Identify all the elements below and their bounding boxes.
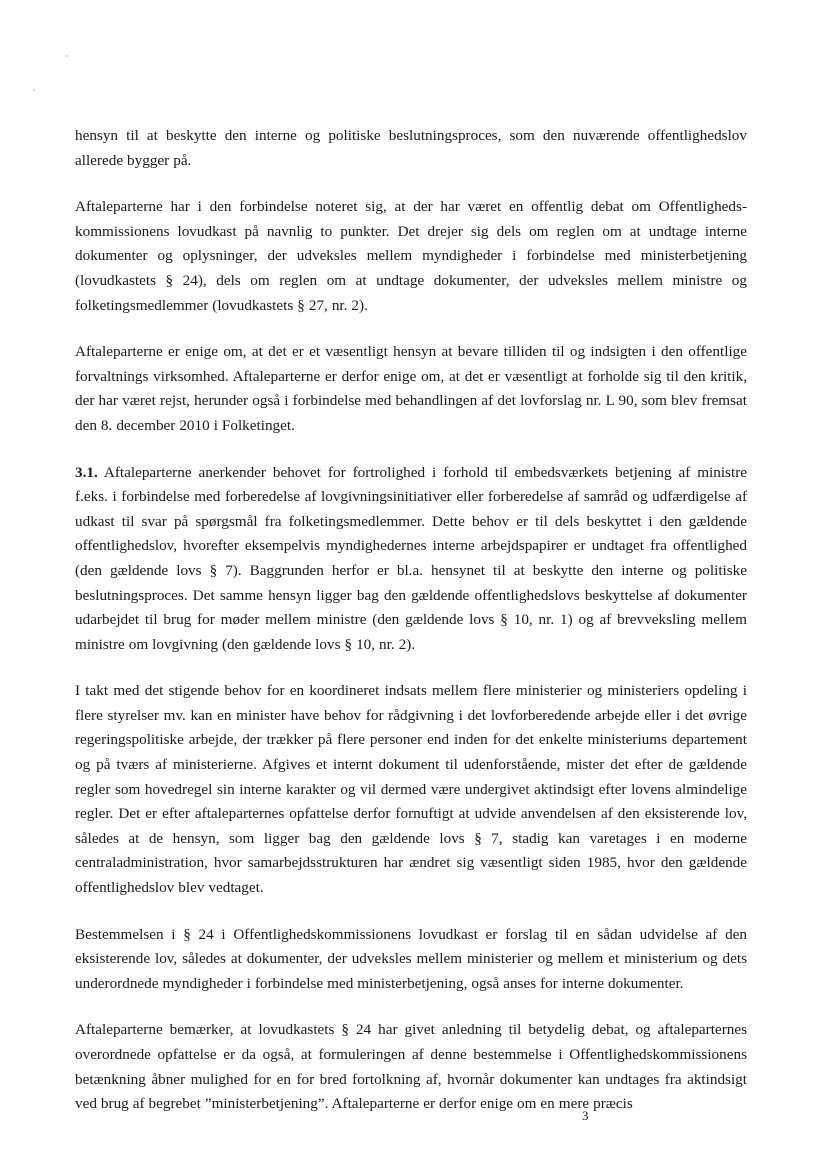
paragraph-text: Aftaleparterne bemærker, at lovudkastets § 24 har givet anledning til betydelig debat, og aftaleparternes overordnede opfattelse er da også, at formuleringen af denne bestemmelse i Offentlighedskommissionens betænkning åbner mulighed for en for bred fortolkning af, hvornår dokumenter kan undtages fra aktindsigt ved brug af begrebet ”ministerbetjening”. Aftaleparterne er derfor enige om en mere præcis [75,1021,747,1113]
paragraph-4 [75,461,747,658]
section-number: 3.1. [75,463,98,481]
paragraph-text: Aftaleparterne har i den forbindelse noteret sig, at der har været en offentlig debat om Offentlighedskommissionens lovudkast på navnlig to punkter. Det drejer sig dels om reglen om at undtage interne dokumenter og oplysninger, der udveksles mellem myndigheder i forbindelse med ministerbetjening (lovudkastets § 24), dels om reglen om at undtage dokumenter, der udveksles mellem ministre og folketingsmedlemmer (lovudkastets § 27, nr. 2). [75,198,747,314]
paragraph-text: I takt med det stigende behov for en koordineret indsats mellem flere ministerier og ministeriers opdeling i flere styrelser mv. kan en minister have behov for rådgivning i det lovforberedende arbejde eller i det øvrige regeringspolitiske arbejde, der trækker på flere personer end inden for det enkelte ministeriums departement og på tværs af ministerierne. Afgives et internt dokument til udenforstående, mister det efter de gældende regler som hovedregel sin interne karakter og vil dermed være undergivet aktindsigt efter lovens almindelige regler. Det er efter aftaleparternes opfattelse derfor fornuftigt at udvide anvendelsen af den eksisterende lov, således at de hensyn, som ligger bag den gældende lovs § 7, stadig kan varetages i en moderne centraladministration, hvor samarbejdsstrukturen har ændret sig væsentligt siden 1985, hvor den gældende offentlighedslov blev vedtaget. [75,682,747,897]
page-number: 3 [582,1108,589,1123]
scan-speck [33,89,35,91]
paragraph-text: Aftaleparterne anerkender behovet for fortrolighed i forhold til embedsværkets betjening af ministre f.eks. i forbindelse med forberedelse af lovgivningsinitiativer eller forberedelse af samråd og udfærdigelse af udkast til svar på spørgsmål fra folketingsmedlemmer. Dette behov er til dels beskyttet i den gældende offentlighedslov, hvorefter eksempelvis myndighedernes interne arbejdspapirer er undtaget fra offentlighed (den gældende lovs § 7). Baggrunden herfor er bl.a. hensynet til at beskytte den interne og politiske beslutningsproces. Det samme hensyn ligger bag den gældende offentlighedslovs beskyttelse af dokumenter udarbejdet til brug for møder mellem ministre (den gældende lovs § 10, nr. 1) og af brevveksling mellem ministre om lovgivning (den gældende lovs § 10, nr. 2). [75,463,747,653]
paragraph-1 [75,124,747,173]
paragraph-2 [75,195,747,318]
paragraph-text: hensyn til at beskytte den interne og politiske beslutningsproces, som den nuværende offentlighedslov allerede bygger på. [75,127,747,169]
paragraph-3 [75,340,747,438]
paragraph-6 [75,923,747,997]
paragraph-text: Bestemmelsen i § 24 i Offentlighedskommissionens lovudkast er forslag til en sådan udvidelse af den eksisterende lov, således at dokumenter, der udveksles mellem ministerier og mellem et ministerium og dets underordnede myndigheder i forbindelse med ministerbetjening, også anses for interne dokumenter. [75,925,747,992]
paragraph-5 [75,679,747,900]
paragraph-text: Aftaleparterne er enige om, at det er et væsentligt hensyn at bevare tilliden til og indsigten i den offentlige forvaltnings virksomhed. Aftaleparterne er derfor enige om, at det er væsentligt at forholde sig til den kritik, der har været rejst, herunder også i forbindelse med behandlingen af det lovforslag nr. L 90, som blev fremsat den 8. december 2010 i Folketinget. [75,343,747,434]
scan-speck [66,55,68,57]
document-body [75,124,747,1139]
paragraph-7 [75,1018,747,1116]
